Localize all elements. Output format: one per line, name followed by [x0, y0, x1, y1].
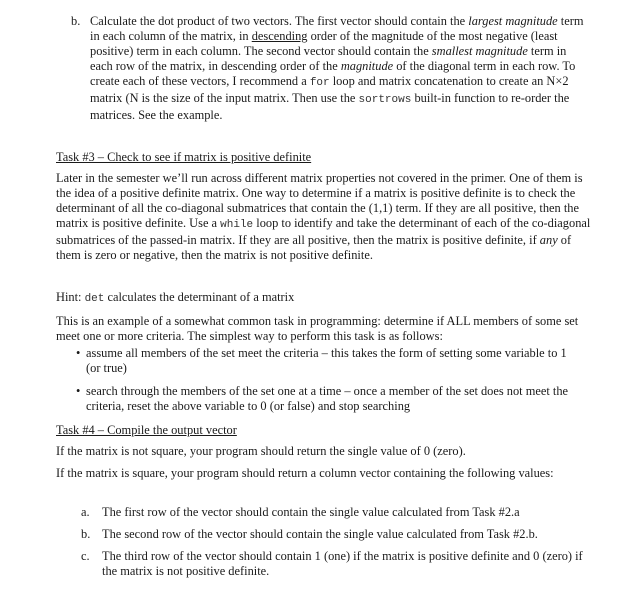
code-det: det	[84, 293, 105, 305]
list-item	[81, 527, 586, 542]
list-item-text: The second row of the vector should contain the single value calculated from Task #2.b.	[102, 527, 538, 541]
list-item	[81, 505, 586, 520]
code-for: for	[309, 77, 330, 89]
item-label: b.	[71, 14, 81, 28]
list-item-text: The first row of the vector should contain the single value calculated from Task #2.a	[102, 505, 520, 519]
bullet-icon: •	[76, 346, 81, 360]
task3-hint: Hint: det calculates the determinant of a matrix	[56, 290, 295, 305]
task4-heading: Task #4 – Compile the output vector	[56, 423, 237, 437]
code-while: while	[220, 219, 254, 231]
task3-paragraph: Later in the semester we’ll run across different matrix properties not covered in the primer. One of them is the idea of a positive definite matrix. One way to determine if a matrix is positive definite is to check the determinant of all the co-diagonal submatrices that contain the (1,1) term. If they are all positive, then the matrix is positive definite. Use a while loop to identify and take the determinant of each of the co-diagonal submatrices of the passed-in matrix. If they are all positive, then the matrix is positive definite, if any of them is zero or negative, then the matrix is not positive definite.	[56, 171, 591, 262]
list-item	[81, 549, 586, 579]
bullet-item	[76, 346, 581, 376]
task2-item-b	[71, 14, 591, 123]
task3-example-paragraph: This is an example of a somewhat common task in programming: determine if ALL members of some set meet one or more criteria. The simplest way to perform this task is as follows:	[56, 314, 579, 343]
list-item-label: a.	[81, 505, 90, 519]
task4-paragraph-1: If the matrix is not square, your program should return the single value of 0 (zero).	[56, 444, 466, 458]
list-item-label: b.	[81, 527, 91, 541]
item-b-text: Calculate the dot product of two vectors. The first vector should contain the largest magnitude term in each column of the matrix, in descending order of the magnitude of the most negative (least positive) term in each column. The second vector should contain the smallest magnitude term in each row of the matrix, in descending order of the magnitude of the diagonal term in each row. To create each of these vectors, I recommend a for loop and matrix concatenation to create an N×2 matrix (N is the size of the input matrix. Then use the sortrows built-in function to re-order the matrices. See the example.	[90, 14, 584, 122]
code-sortrows: sortrows	[358, 94, 412, 106]
bullet-text: assume all members of the set meet the criteria – this takes the form of setting some variable to 1 (or true)	[86, 346, 567, 375]
bullet-text: search through the members of the set one at a time – once a member of the set does not meet the criteria, reset the above variable to 0 (or false) and stop searching	[86, 384, 569, 413]
list-item-text: The third row of the vector should contain 1 (one) if the matrix is positive definite and 0 (zero) if the matrix is not positive definite.	[102, 549, 583, 578]
task4-paragraph-2: If the matrix is square, your program should return a column vector containing the following values:	[56, 466, 554, 480]
task3-heading: Task #3 – Check to see if matrix is positive definite	[56, 150, 312, 164]
bullet-item	[76, 384, 581, 414]
bullet-icon: •	[76, 384, 81, 398]
list-item-label: c.	[81, 549, 90, 563]
